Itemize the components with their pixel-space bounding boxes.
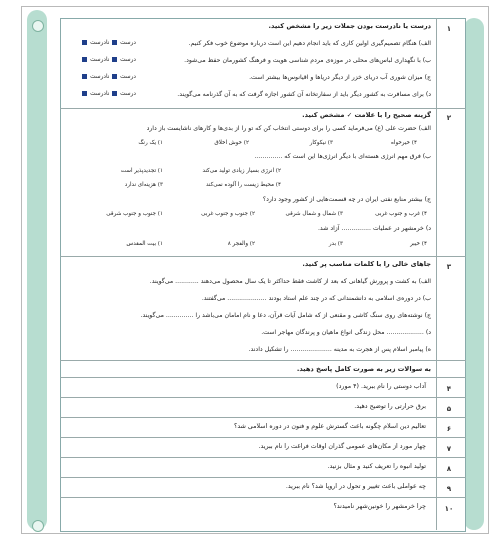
true-label: درست [120,91,136,97]
question-number: ۶ [446,424,452,433]
question-number: ۳ [446,262,452,271]
true-false-choice[interactable] [66,40,136,46]
question-number: ۲ [446,113,452,122]
question-text: برق حرارتی را توضیح دهید. [354,403,426,410]
false-label: نادرست [90,57,110,63]
q3-title: جاهای خالی را با کلمات مناسب پر کنید. [302,260,431,268]
q3-item: ه) پیامبر اسلام پس از هجرت به مدینه ..................... را تشکیل دادند. [248,346,431,353]
q2-a-question: الف) حضرت علی (ع) می‌فرماید کسی را برای دوستی انتخاب کن که تو را از بدی‌ها و کارهای ناشایست باز دارد [146,125,431,132]
q3-item: ب) در دوره‌ی اسلامی به دانشمندانی که در چند علم استاد بودند .................... می‌گفتند. [201,295,431,302]
binder-spine-left [27,10,47,530]
row-divider [60,256,466,257]
true-label: درست [120,57,136,63]
checkbox[interactable] [82,74,87,79]
q2-title: گزینه صحیح را با علامت ✓ مشخص کنید. [302,111,431,119]
q2-b-question: ب) فرق مهم انرژی هسته‌ای با دیگر انرژی‌ها این است که .............. [254,153,431,160]
question-number: ۷ [446,444,452,453]
checkbox[interactable] [82,40,87,45]
number-column-divider [436,18,437,530]
option[interactable]: ۳) شمال و شمال شرقی [285,211,343,217]
true-false-choice[interactable] [66,57,136,63]
true-false-choice[interactable] [66,74,136,80]
row-divider [60,108,466,109]
question-text: آداب دوستی را نام ببرید. (۴ مورد) [336,383,426,390]
q3-item: د) ................... محل زندگی انواع ماهیان و پرندگان مهاجر است. [261,329,431,336]
option[interactable]: ۱) یک رنگ [138,140,163,146]
true-false-choice[interactable] [66,91,136,97]
q1-item: د) برای مسافرت به کشور دیگر باید از سفارتخانه آن کشور اجازه گرفت که به آن گذرنامه می‌گویند. [177,91,431,98]
binder-ring [32,520,44,532]
q3-item: الف) به کشت و پرورش گیاهانی که بعد از کاشت فقط حداکثر تا یک سال محصول می‌دهند ............ می‌گویند. [149,278,431,285]
option[interactable]: ۱) جنوب و جنوب شرقی [106,211,163,217]
question-text: چه عواملی باعث تغییر و تحول در اروپا شد؟ نام ببرید. [285,483,426,490]
option[interactable]: ۱) بیت المقدس [126,241,163,247]
false-label: نادرست [90,74,110,80]
binder-ring [32,20,44,32]
question-number: ۵ [446,404,452,413]
question-number: ۹ [446,484,452,493]
question-number: ۱۰ [444,504,454,513]
q2-d-question: د) خرمشهر در عملیات ............... آزاد شد. [317,225,431,232]
true-label: درست [120,40,136,46]
checkbox[interactable] [112,40,117,45]
q3-item: ج) نوشته‌های روی سنگ کاشی و مقنعی از که شامل آیات قرآن، دعا و نام امامان می‌باشد را .............. می‌گویند. [140,312,431,319]
option[interactable]: ۴) محیط زیست را آلوده نمی‌کند [206,182,281,188]
checkbox[interactable] [112,91,117,96]
question-number: ۱ [446,24,452,33]
checkbox[interactable] [82,91,87,96]
option[interactable]: ۴) خیبر [410,241,427,247]
option[interactable]: ۱) تجدیدپذیر است [120,168,163,174]
q2-c-question: ج) بیشتر منابع نفتی ایران در چه قسمت‌هایی از کشور وجود دارد؟ [262,196,431,203]
option[interactable]: ۲) جنوب و جنوب غربی [201,211,255,217]
question-text: تعالیم دین اسلام چگونه باعث گسترش علوم و فنون در دوره اسلامی شد؟ [234,423,426,430]
true-label: درست [120,74,136,80]
option[interactable]: ۲) انرژی بسیار زیادی تولید می‌کند [202,168,281,174]
q1-item: ج) میزان شوری آب دریای خزر از دیگر دریاها و اقیانوس‌ها بیشتر است. [249,74,431,81]
false-label: نادرست [90,91,110,97]
q1-title: درست یا نادرست بودن جملات زیر را مشخص کنید. [268,22,431,30]
option[interactable]: ۴) غرب و جنوب غربی [375,211,427,217]
option[interactable]: ۴) خیرخواه [390,140,417,146]
question-number: ۴ [446,384,452,393]
checkbox[interactable] [112,57,117,62]
question-text: چهار مورد از مکان‌های عمومی گذران اوقات فراغت را نام ببرید. [258,443,426,450]
question-text: تولید انبوه را تعریف کنید و مثال بزنید. [327,463,426,470]
option[interactable]: ۲) والفجر ۸ [227,241,255,247]
option[interactable]: ۳) بدر [328,241,343,247]
option[interactable]: ۳) هزینه‌ای ندارد [124,182,163,188]
q1-item: ب) با نگهداری لباس‌های محلی در موزه‌ی مردم شناسی هویت و فرهنگ کشورمان حفظ می‌شود. [184,57,431,64]
false-label: نادرست [90,40,110,46]
checkbox[interactable] [112,74,117,79]
question-text: چرا خرمشهر را خونین‌شهر نامیدند؟ [333,503,426,510]
row-divider [60,360,466,361]
question-number: ۸ [446,464,452,473]
binder-spine-right [464,18,484,530]
section-title: به سوالات زیر به صورت کامل پاسخ دهید. [296,365,431,373]
option[interactable]: ۳) نیکوکار [309,140,333,146]
checkbox[interactable] [82,57,87,62]
option[interactable]: ۲) خوش اخلاق [214,140,249,146]
q1-item: الف) هنگام تصمیم‌گیری اولین کاری که باید انجام دهیم این است درباره موضوع خوب فکر کنیم. [188,40,431,47]
